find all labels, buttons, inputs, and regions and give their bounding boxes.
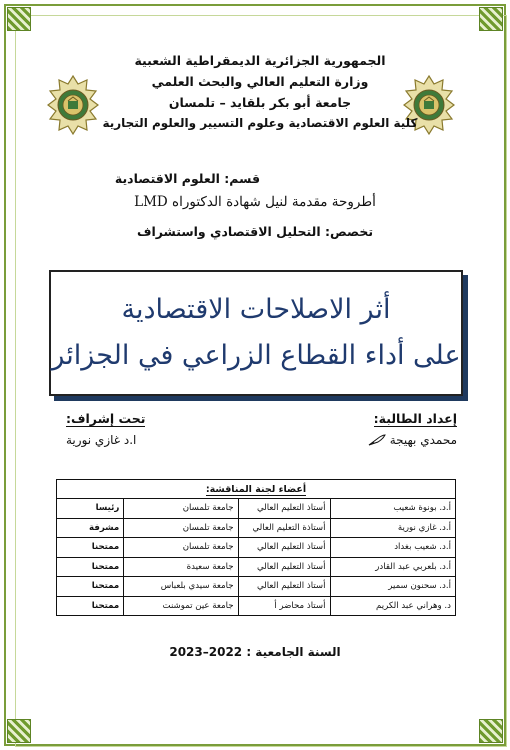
member-university: جامعة سيدي بلعباس <box>124 577 238 597</box>
institution-header <box>100 50 420 134</box>
supervised-by-label: تحت إشراف: <box>66 411 146 426</box>
member-university: جامعة تلمسان <box>124 538 238 558</box>
member-rank: أستاذة التعليم العالي <box>238 518 330 538</box>
member-university: جامعة تلمسان <box>124 499 238 519</box>
specialization-line: تخصص: التحليل الاقتصادي واستشراف <box>136 224 374 239</box>
thesis-title-box <box>49 270 463 396</box>
member-role: ممتحنا <box>57 538 124 558</box>
member-rank: أستاذ التعليم العالي <box>238 577 330 597</box>
table-row <box>57 557 456 577</box>
university-emblem-left-icon <box>44 74 102 136</box>
member-rank: أستاذ التعليم العالي <box>238 557 330 577</box>
member-name: أ.د. بلعربي عبد القادر <box>330 557 456 577</box>
member-name: د. وهراني عبد الكريم <box>330 596 456 616</box>
member-role: رئيسا <box>57 499 124 519</box>
member-role: ممتحنا <box>57 577 124 597</box>
table-row <box>57 499 456 519</box>
member-name: أ.د. بونوة شعيب <box>330 499 456 519</box>
thesis-title-line-2: على أداء القطاع الزراعي في الجزائر <box>51 340 461 371</box>
thesis-type-line: أطروحة مقدمة لنيل شهادة الدكتوراه LMD <box>134 194 376 210</box>
member-name: أ.د. غازي نورية <box>330 518 456 538</box>
department-line: قسم: العلوم الاقتصادية <box>114 171 260 186</box>
table-row <box>57 596 456 616</box>
student-name-row <box>368 433 457 447</box>
prepared-by-label: إعداد الطالبة: <box>373 411 457 426</box>
corner-ornament-top-right <box>479 7 503 31</box>
committee-caption-row <box>57 480 456 499</box>
student-name: محمدي بهيجة <box>389 433 457 447</box>
member-role: ممتحنا <box>57 557 124 577</box>
corner-ornament-bottom-right <box>479 719 503 743</box>
academic-year: السنة الجامعية : 2022–2023 <box>169 645 341 659</box>
table-row <box>57 577 456 597</box>
member-role: ممتحنا <box>57 596 124 616</box>
member-university: جامعة سعيدة <box>124 557 238 577</box>
member-name: أ.د. شعيب بغداد <box>330 538 456 558</box>
header-university: جامعة أبو بكر بلقايد – تلمسان <box>168 95 352 110</box>
member-rank: أستاذ محاضر أ <box>238 596 330 616</box>
table-row <box>57 518 456 538</box>
header-country: الجمهورية الجزائرية الديمقراطية الشعبية <box>134 53 386 68</box>
table-row <box>57 538 456 558</box>
member-name: أ.د. سحنون سمير <box>330 577 456 597</box>
committee-caption: أعضاء لجنة المناقشة: <box>205 483 307 495</box>
supervisor-name: ا.د غازي نورية <box>66 433 137 447</box>
header-ministry: وزارة التعليم العالي والبحث العلمي <box>151 74 369 89</box>
corner-ornament-bottom-left <box>7 719 31 743</box>
corner-ornament-top-left <box>7 7 31 31</box>
quill-pen-icon <box>368 434 386 446</box>
member-university: جامعة عين تموشنت <box>124 596 238 616</box>
header-faculty: كلية العلوم الاقتصادية وعلوم التسيير والعلوم التجارية <box>102 116 418 130</box>
member-role: مشرفة <box>57 518 124 538</box>
member-rank: أستاذ التعليم العالي <box>238 499 330 519</box>
committee-table <box>56 479 456 616</box>
member-rank: أستاذ التعليم العالي <box>238 538 330 558</box>
thesis-title-line-1: أثر الاصلاحات الاقتصادية <box>121 294 391 325</box>
member-university: جامعة تلمسان <box>124 518 238 538</box>
